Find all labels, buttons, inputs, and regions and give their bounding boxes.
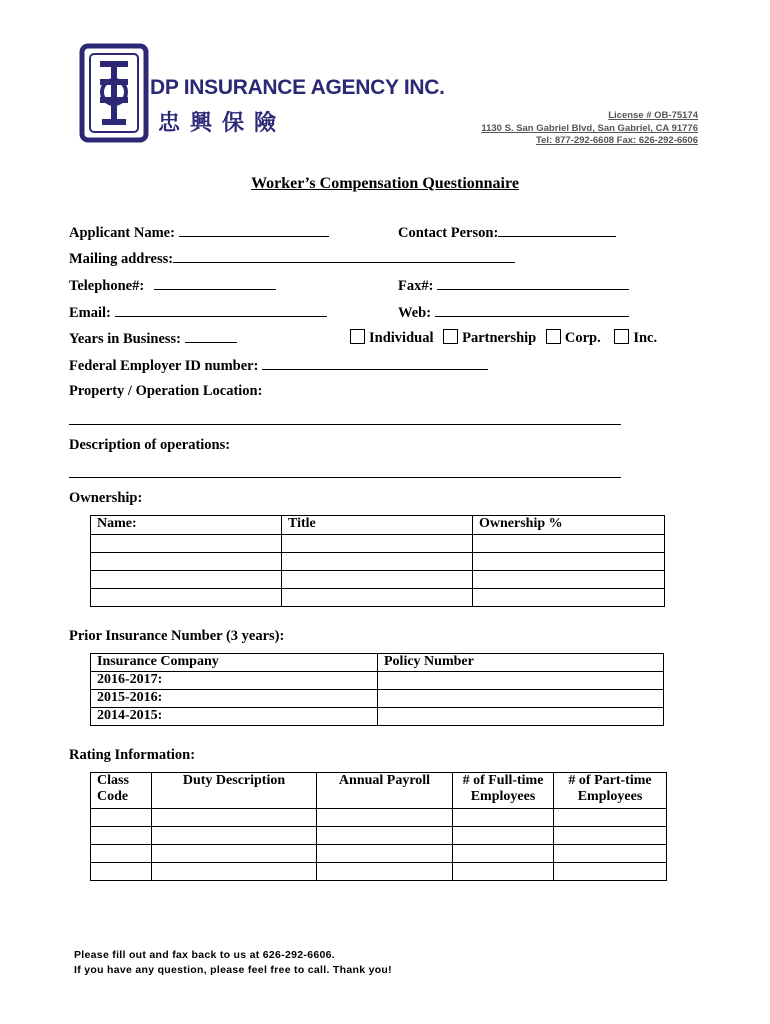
corp-checkbox[interactable] [546, 329, 561, 344]
mailing-address-row [69, 249, 515, 268]
table-cell[interactable] [317, 863, 453, 881]
footer-line-1: Please fill out and fax back to us at 626-292-6606. [74, 949, 335, 961]
fax-row [398, 276, 629, 295]
rating-label: Rating Information: [69, 747, 196, 763]
table-header-row [91, 773, 667, 809]
prior-insurance-label: Prior Insurance Number (3 years): [69, 628, 285, 644]
years-field[interactable] [185, 329, 237, 343]
telephone-label: Telephone#: [69, 278, 145, 294]
email-field[interactable] [115, 303, 327, 317]
table-cell[interactable] [554, 827, 667, 845]
telephone-field[interactable] [154, 276, 276, 290]
footer-note [74, 948, 392, 978]
email-label: Email: [69, 305, 111, 321]
property-location-field[interactable] [69, 424, 621, 425]
table-cell[interactable] [282, 589, 473, 607]
table-row [91, 672, 664, 690]
table-cell[interactable] [473, 553, 665, 571]
fax-field[interactable] [437, 276, 629, 290]
insurance-company-header: Insurance Company [91, 654, 378, 672]
table-cell[interactable] [152, 809, 317, 827]
description-field[interactable] [69, 477, 621, 478]
rating-table [90, 772, 667, 881]
web-label: Web: [398, 305, 432, 321]
table-row [91, 863, 667, 881]
form-title: Worker’s Compensation Questionnaire [251, 175, 519, 192]
years-row [69, 329, 237, 348]
partnership-checkbox[interactable] [443, 329, 458, 344]
table-cell[interactable] [91, 827, 152, 845]
ownership-percent-header: Ownership % [473, 516, 665, 535]
table-row [91, 535, 665, 553]
company-name: DP INSURANCE AGENCY INC. [150, 76, 445, 99]
inc-label: Inc. [633, 330, 658, 346]
applicant-name-row [69, 223, 329, 242]
table-cell[interactable] [91, 571, 282, 589]
table-cell[interactable] [282, 535, 473, 553]
table-row [91, 571, 665, 589]
fein-row [69, 356, 488, 375]
fax-label: Fax#: [398, 278, 434, 294]
agency-address: 1130 S. San Gabriel Blvd, San Gabriel, CA 91776 [481, 123, 698, 134]
table-cell[interactable] [152, 845, 317, 863]
ownership-table [90, 515, 665, 607]
entity-type-group [350, 329, 657, 347]
contact-person-row [398, 223, 616, 242]
telephone-row [69, 276, 276, 295]
web-field[interactable] [435, 303, 629, 317]
table-row [91, 845, 667, 863]
web-row [398, 303, 629, 322]
table-row [91, 589, 665, 607]
table-cell[interactable] [554, 863, 667, 881]
table-cell[interactable] [91, 845, 152, 863]
year-cell[interactable]: 2015-2016: [91, 690, 378, 708]
table-row [91, 827, 667, 845]
table-cell[interactable] [317, 845, 453, 863]
table-cell[interactable] [317, 809, 453, 827]
class-code-header: Class Code [91, 773, 152, 809]
table-cell[interactable] [91, 863, 152, 881]
table-row [91, 553, 665, 571]
table-header-row [91, 516, 665, 535]
table-cell[interactable] [152, 863, 317, 881]
footer-line-2: If you have any question, please feel free to call. Thank you! [74, 964, 392, 976]
ownership-title-header: Title [282, 516, 473, 535]
fulltime-employees-header: # of Full-time Employees [453, 773, 554, 809]
email-row [69, 303, 327, 322]
duty-description-header: Duty Description [152, 773, 317, 809]
fein-label: Federal Employer ID number: [69, 358, 259, 374]
table-row [91, 690, 664, 708]
company-chinese-name: 忠興保險 [158, 110, 287, 136]
parttime-employees-header: # of Part-time Employees [554, 773, 667, 809]
mailing-address-field[interactable] [173, 249, 515, 263]
table-cell[interactable] [91, 589, 282, 607]
table-cell[interactable] [378, 690, 664, 708]
table-cell[interactable] [453, 845, 554, 863]
table-cell[interactable] [317, 827, 453, 845]
company-logo [78, 42, 150, 144]
year-cell[interactable]: 2016-2017: [91, 672, 378, 690]
ownership-name-header: Name: [91, 516, 282, 535]
table-row [91, 809, 667, 827]
table-row [91, 708, 664, 726]
property-location-label: Property / Operation Location: [69, 383, 263, 399]
contact-person-label: Contact Person: [398, 225, 499, 241]
individual-label: Individual [369, 330, 434, 346]
table-cell[interactable] [453, 809, 554, 827]
table-cell[interactable] [378, 708, 664, 726]
year-cell[interactable]: 2014-2015: [91, 708, 378, 726]
table-cell[interactable] [91, 535, 282, 553]
table-cell[interactable] [554, 809, 667, 827]
mailing-address-label: Mailing address: [69, 251, 174, 267]
policy-number-header: Policy Number [378, 654, 664, 672]
individual-checkbox[interactable] [350, 329, 365, 344]
contact-person-field[interactable] [498, 223, 616, 237]
prior-insurance-table [90, 653, 664, 726]
table-cell[interactable] [282, 553, 473, 571]
table-cell[interactable] [152, 827, 317, 845]
table-cell[interactable] [453, 863, 554, 881]
table-cell[interactable] [453, 827, 554, 845]
table-cell[interactable] [473, 589, 665, 607]
table-header-row [91, 654, 664, 672]
agency-contact: Tel: 877-292-6608 Fax: 626-292-6606 [536, 135, 698, 146]
table-cell[interactable] [473, 571, 665, 589]
table-cell[interactable] [554, 845, 667, 863]
license-number: License # OB-75174 [608, 110, 698, 121]
fein-field[interactable] [262, 356, 488, 370]
table-cell[interactable] [91, 809, 152, 827]
description-label: Description of operations: [69, 437, 231, 453]
inc-checkbox[interactable] [614, 329, 629, 344]
partnership-label: Partnership [462, 330, 537, 346]
annual-payroll-header: Annual Payroll [317, 773, 453, 809]
applicant-name-label: Applicant Name: [69, 225, 175, 241]
ownership-label: Ownership: [69, 490, 143, 506]
table-cell[interactable] [473, 535, 665, 553]
applicant-name-field[interactable] [179, 223, 329, 237]
table-cell[interactable] [91, 553, 282, 571]
table-cell[interactable] [378, 672, 664, 690]
table-cell[interactable] [282, 571, 473, 589]
years-label: Years in Business: [69, 331, 181, 347]
corp-label: Corp. [564, 330, 601, 346]
